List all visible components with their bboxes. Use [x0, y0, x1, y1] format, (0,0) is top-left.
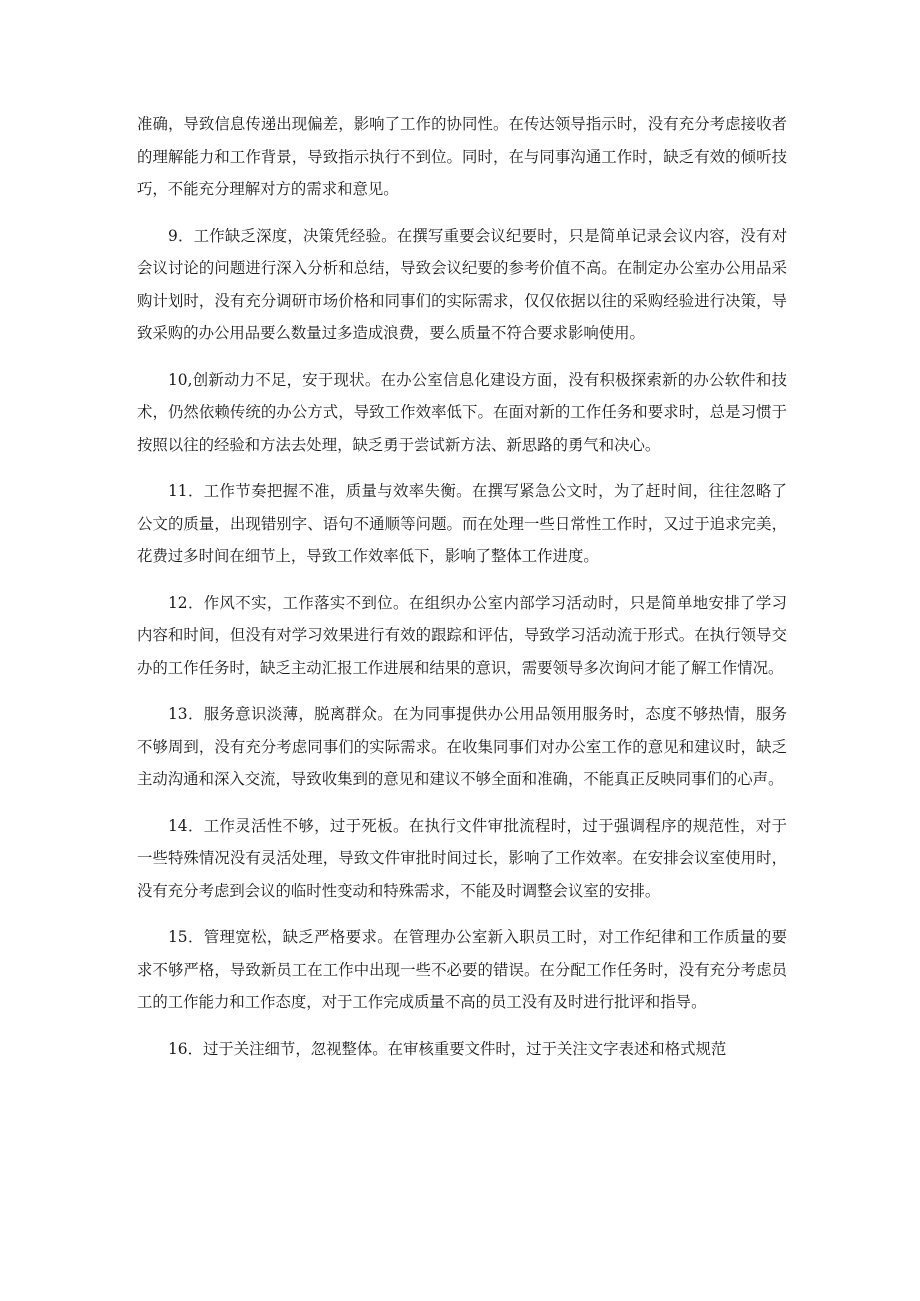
paragraph-item-12: 12．作风不实，工作落实不到位。在组织办公室内部学习活动时，只是简单地安排了学习内容和时间，但没有对学习效果进行有效的跟踪和评估，导致学习活动流于形式。在执行领导交办的工作任务时，缺乏主动汇报工作进展和结果的意识，需要领导多次询问才能了解工作情况。 — [137, 593, 787, 677]
paragraph-continuation: 准确，导致信息传递出现偏差，影响了工作的协同性。在传达领导指示时，没有充分考虑接收者的理解能力和工作背景，导致指示执行不到位。同时，在与同事沟通工作时，缺乏有效的倾听技巧，不能充分理解对方的需求和意见。 — [137, 115, 787, 198]
paragraph-item-9: 9．工作缺乏深度，决策凭经验。在撰写重要会议纪要时，只是简单记录会议内容，没有对会议讨论的问题进行深入分析和总结，导致会议纪要的参考价值不高。在制定办公室办公用品采购计划时，没有充分调研市场价格和同事们的实际需求，仅仅依据以往的采购经验进行决策，导致采购的办公用品要么数量过多造成浪费，要么质量不符合要求影响使用。 — [137, 226, 787, 342]
paragraph-item-11: 11．工作节奏把握不准，质量与效率失衡。在撰写紧急公文时，为了赶时间，往往忽略了公文的质量，出现错别字、语句不通顺等问题。而在处理一些日常性工作时，又过于追求完美，花费过多时间在细节上，导致工作效率低下，影响了整体工作进度。 — [137, 482, 787, 565]
paragraph-item-15: 15．管理宽松，缺乏严格要求。在管理办公室新入职员工时，对工作纪律和工作质量的要求不够严格，导致新员工在工作中出现一些不必要的错误。在分配工作任务时，没有充分考虑员工的工作能力和工作态度，对于工作完成质量不高的员工没有及时进行批评和指导。 — [137, 928, 787, 1011]
paragraph-item-10: 10,创新动力不足，安于现状。在办公室信息化建设方面，没有积极探索新的办公软件和技术，仍然依赖传统的办公方式，导致工作效率低下。在面对新的工作任务和要求时，总是习惯于按照以往的经验和方法去处理，缺乏勇于尝试新方法、新思路的勇气和决心。 — [137, 370, 787, 454]
paragraph-item-16: 16．过于关注细节，忽视整体。在审核重要文件时，过于关注文字表述和格式规范 — [168, 1039, 727, 1058]
paragraph-item-14: 14．工作灵活性不够，过于死板。在执行文件审批流程时，过于强调程序的规范性，对于一些特殊情况没有灵活处理，导致文件审批时间过长，影响了工作效率。在安排会议室使用时，没有充分考虑到会议的临时性变动和特殊需求，不能及时调整会议室的安排。 — [137, 816, 787, 900]
document-body — [137, 108, 787, 1079]
paragraph-item-13: 13．服务意识淡薄，脱离群众。在为同事提供办公用品领用服务时，态度不够热情，服务不够周到，没有充分考虑同事们的实际需求。在收集同事们对办公室工作的意见和建议时，缺乏主动沟通和深入交流，导致收集到的意见和建议不够全面和准确，不能真正反映同事们的心声。 — [137, 705, 787, 788]
